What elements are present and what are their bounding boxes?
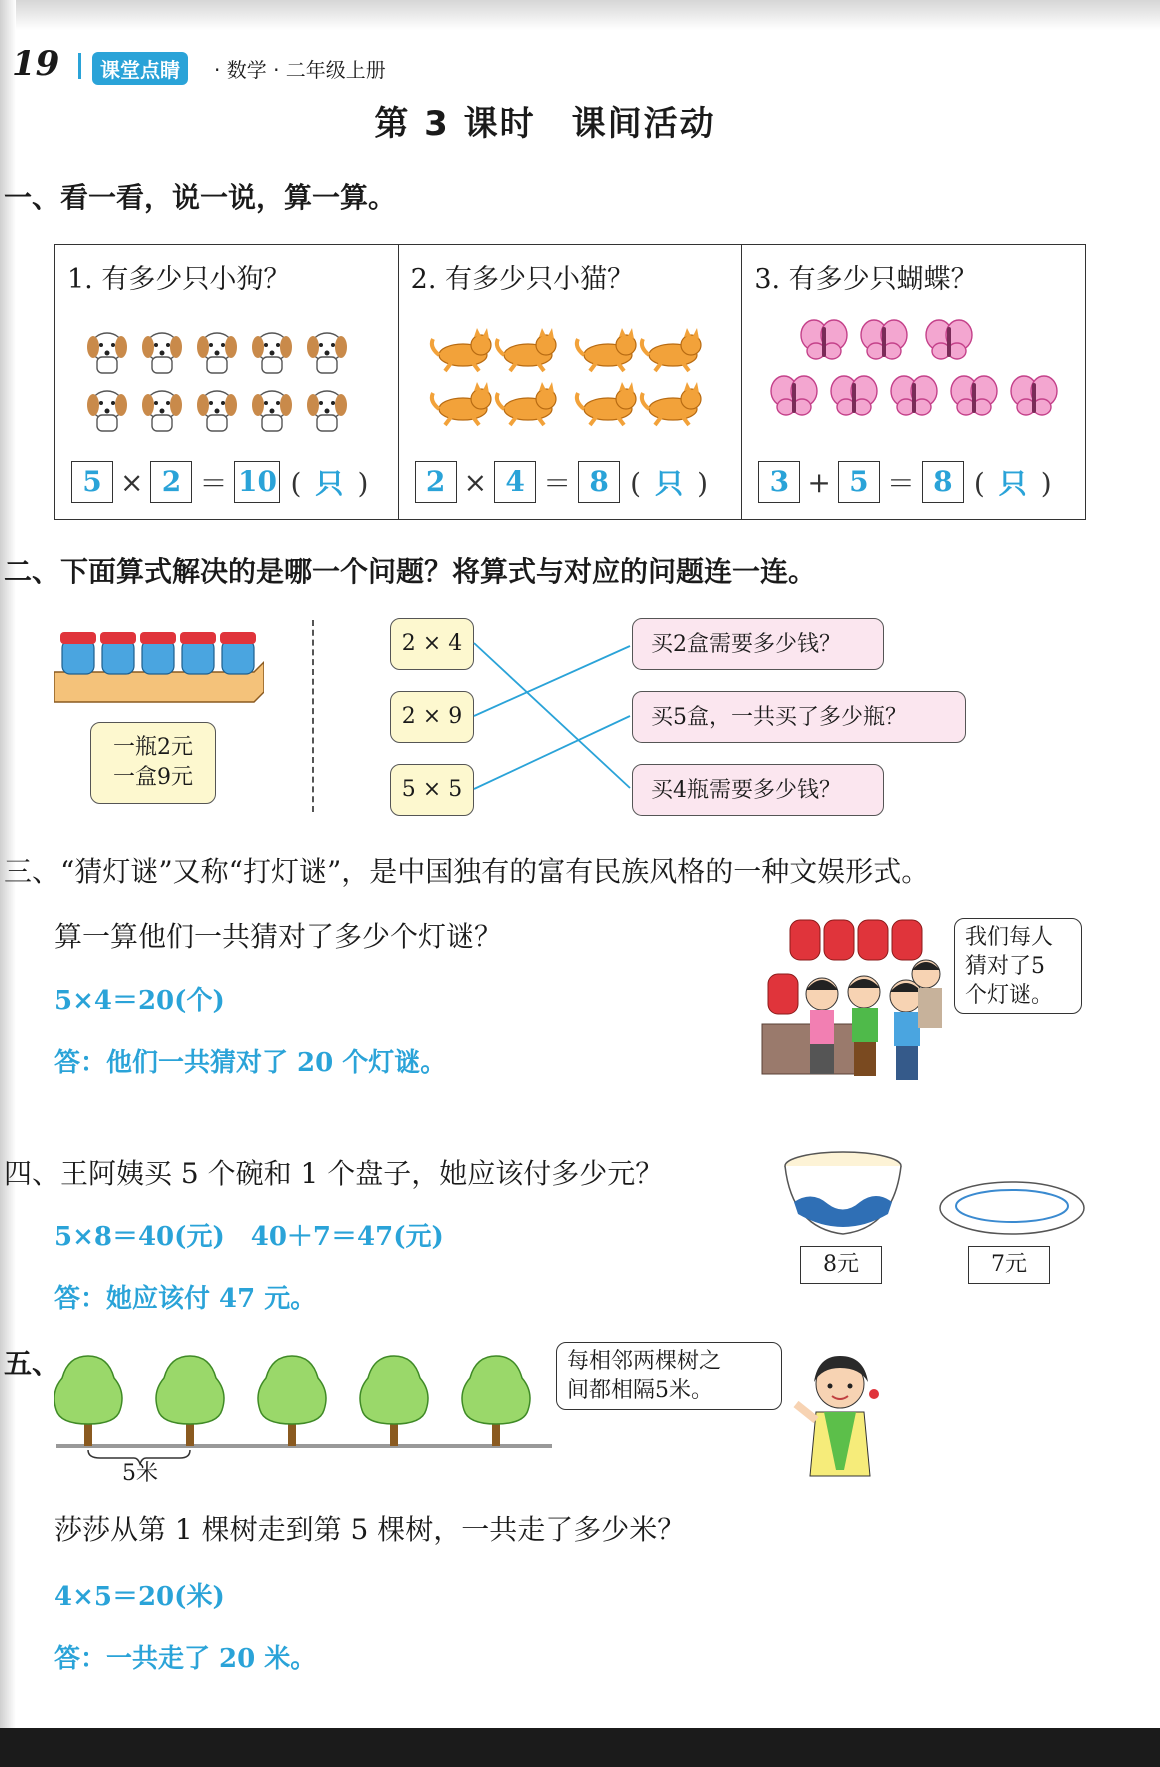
- equation-dogs: [67, 461, 368, 503]
- equals-sign: ＝: [886, 467, 915, 500]
- answer-box[interactable]: 4: [494, 461, 536, 503]
- trees-illustration: [54, 1348, 554, 1466]
- section5-answer-sentence[interactable]: 答：一共走了 20 米。: [54, 1644, 317, 1674]
- section5-heading: 五、: [4, 1347, 61, 1380]
- section3-answer-sentence[interactable]: 答：他们一共猜对了 20 个灯谜。: [54, 1048, 447, 1078]
- equals-sign: ＝: [199, 467, 228, 500]
- answer-box[interactable]: 8: [922, 461, 964, 503]
- section5-answer-equation[interactable]: 4×5＝20(米): [54, 1582, 225, 1612]
- cell-title: 3. 有多少只蝴蝶？: [754, 264, 978, 295]
- answer-box[interactable]: 3: [758, 461, 800, 503]
- page-top-shadow: [0, 0, 1160, 30]
- price-note: [90, 722, 216, 804]
- operator: ×: [120, 465, 144, 499]
- answer-box[interactable]: 5: [71, 461, 113, 503]
- question-box[interactable]: 买2盒需要多少钱？: [632, 618, 884, 670]
- section3-question: 算一算他们一共猜对了多少个灯谜？: [54, 920, 503, 953]
- answer-box[interactable]: 2: [150, 461, 192, 503]
- lantern-kids-illustration: [760, 918, 950, 1098]
- formula-box[interactable]: 2 × 4: [390, 618, 474, 670]
- equation-cats: [411, 461, 708, 503]
- section4-heading: 四、王阿姨买 5 个碗和 1 个盘子，她应该付多少元？: [4, 1157, 664, 1190]
- match-lines: [472, 618, 632, 818]
- answer-box[interactable]: 10: [234, 461, 280, 503]
- speech-bubble: [954, 918, 1082, 1014]
- page-number: 19: [12, 44, 60, 84]
- plate-price-label: 7元: [968, 1246, 1050, 1284]
- operator: +: [807, 465, 831, 499]
- bubble-line: 个灯谜。: [965, 983, 1054, 1008]
- dashed-divider: [312, 620, 314, 812]
- price-note-line: 一瓶2元: [113, 735, 193, 760]
- answer-box[interactable]: 8: [578, 461, 620, 503]
- unit-paren: ( 只 ): [290, 467, 369, 500]
- butterflies-illustration: [760, 317, 1080, 437]
- bowl-price-label: 8元: [800, 1246, 882, 1284]
- section4-answer-equation[interactable]: 5×8＝40(元) 40＋7＝47(元): [54, 1222, 444, 1252]
- operator: ×: [463, 465, 488, 499]
- dogs-illustration: [85, 317, 385, 447]
- answer-box[interactable]: 5: [838, 461, 880, 503]
- formula-box[interactable]: 5 × 5: [390, 764, 474, 816]
- header-subtitle: · 数学 · 二年级上册: [214, 58, 386, 82]
- speech-bubble: [556, 1342, 782, 1410]
- page-bottom-edge: [0, 1728, 1160, 1767]
- lesson-title: 第 3 课时 课间活动: [374, 104, 716, 144]
- section2-heading: 二、下面算式解决的是哪一个问题？将算式与对应的问题连一连。: [4, 555, 817, 588]
- header-divider: [78, 53, 81, 79]
- question-box[interactable]: 买5盒，一共买了多少瓶？: [632, 691, 966, 743]
- section3-answer-equation[interactable]: 5×4＝20(个): [54, 986, 225, 1016]
- cell-cats: [399, 245, 743, 519]
- section3-heading: 三、“猜灯谜”又称“打灯谜”，是中国独有的富有民族风格的一种文娱形式。: [4, 855, 930, 888]
- bubble-line: 猜对了5: [965, 954, 1045, 979]
- cell-title: 2. 有多少只小猫？: [410, 264, 635, 295]
- bubble-line: 间都相隔5米。: [567, 1378, 713, 1403]
- girl-illustration: [790, 1350, 890, 1480]
- section5-question: 莎莎从第 1 棵树走到第 5 棵树，一共走了多少米？: [54, 1513, 686, 1546]
- cats-illustration: [429, 323, 729, 433]
- formula-box[interactable]: 2 × 9: [390, 691, 474, 743]
- equals-sign: ＝: [543, 467, 572, 500]
- price-note-line: 一盒9元: [113, 765, 193, 790]
- bubble-line: 我们每人: [965, 925, 1054, 950]
- section1-grid: [54, 244, 1086, 520]
- unit-paren: ( 只 ): [973, 467, 1052, 500]
- unit-text: 只: [315, 467, 344, 500]
- bowl-illustration: [782, 1150, 904, 1240]
- plate-illustration: [938, 1178, 1086, 1238]
- unit-paren: ( 只 ): [630, 467, 709, 500]
- unit-text: 只: [655, 467, 684, 500]
- unit-text: 只: [998, 467, 1027, 500]
- jars-box-illustration: [54, 628, 264, 704]
- header-tag: 课堂点睛: [92, 52, 188, 85]
- equation-butterflies: [754, 461, 1051, 503]
- answer-box[interactable]: 2: [415, 461, 457, 503]
- cell-title: 1. 有多少只小狗？: [67, 264, 291, 295]
- distance-label: 5米: [122, 1461, 158, 1486]
- cell-dogs: [55, 245, 399, 519]
- question-box[interactable]: 买4瓶需要多少钱？: [632, 764, 884, 816]
- section1-heading: 一、看一看，说一说，算一算。: [4, 181, 397, 214]
- section4-answer-sentence[interactable]: 答：她应该付 47 元。: [54, 1284, 317, 1314]
- bubble-line: 每相邻两棵树之: [567, 1349, 722, 1374]
- cell-butterflies: [742, 245, 1085, 519]
